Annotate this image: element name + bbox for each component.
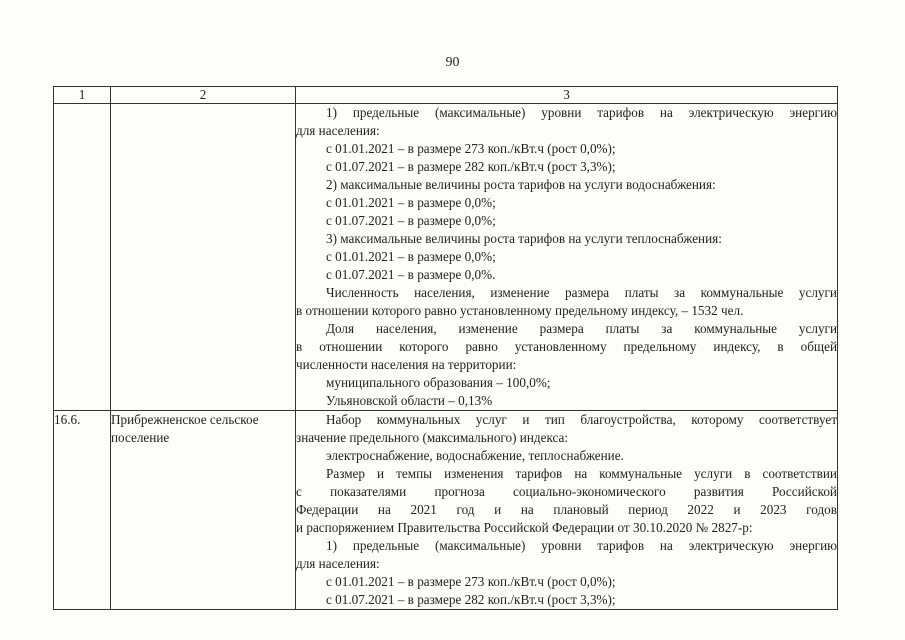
page-number: 90 (445, 55, 460, 70)
text-line: Набор коммунальных услуг и тип благоустройства, которому соответствует (326, 412, 837, 427)
tariff-description (296, 104, 838, 411)
text-line: 3) максимальные величины роста тарифов на услуги теплоснабжения: (326, 231, 722, 246)
text-line: 1) предельные (максимальные) уровни тарифов на электрическую энергию (326, 538, 837, 553)
text-line: значение предельного (максимального) индекса: (296, 430, 569, 445)
text-line: с 01.07.2021 – в размере 282 коп./кВт.ч (рост 3,3%); (326, 159, 616, 174)
table-row (54, 104, 838, 411)
text-line: Ульяновской области – 0,13% (326, 393, 493, 408)
settlement-name (111, 104, 296, 411)
text-line: Доля населения, изменение размера платы за коммунальные услуги (326, 321, 837, 336)
tariff-table (53, 86, 838, 610)
column-header-1: 1 (54, 87, 111, 104)
settlement-name: Прибрежненское сельское поселение (111, 411, 296, 610)
text-line: с 01.07.2021 – в размере 0,0%. (326, 267, 496, 282)
text-line: 1) предельные (максимальные) уровни тарифов на электрическую энергию (326, 105, 837, 120)
table-header-row (54, 87, 838, 104)
text-line: в отношении которого равно установленному предельному индексу, в общей (296, 339, 837, 354)
text-line: с показателями прогноза социально-экономического развития Российской (296, 484, 837, 499)
table-row (54, 411, 838, 610)
text-line: Размер и темпы изменения тарифов на коммунальные услуги в соответствии (326, 466, 837, 481)
text-line: электроснабжение, водоснабжение, теплоснабжение. (326, 448, 624, 463)
text-line: с 01.01.2021 – в размере 273 коп./кВт.ч (рост 0,0%); (326, 574, 616, 589)
text-line: и распоряжением Правительства Российской Федерации от 30.10.2020 № 2827-р: (296, 520, 753, 535)
text-line: с 01.01.2021 – в размере 0,0%; (326, 249, 496, 264)
text-line: муниципального образования – 100,0%; (326, 375, 551, 390)
row-number (54, 104, 111, 411)
text-line: Федерации на 2021 год и на плановый период 2022 и 2023 годов (296, 502, 837, 517)
text-line: Численность населения, изменение размера платы за коммунальные услуги (326, 285, 837, 300)
text-line: в отношении которого равно установленному предельному индексу, – 1532 чел. (296, 303, 744, 318)
text-line: 2) максимальные величины роста тарифов на услуги водоснабжения: (326, 177, 716, 192)
text-line: для населения: (296, 556, 380, 571)
text-line: численности населения на территории: (296, 357, 517, 372)
row-number: 16.6. (54, 411, 111, 610)
text-line: с 01.07.2021 – в размере 282 коп./кВт.ч (рост 3,3%); (326, 592, 616, 607)
text-line: для населения: (296, 123, 380, 138)
column-header-2: 2 (111, 87, 296, 104)
text-line: с 01.01.2021 – в размере 273 коп./кВт.ч (рост 0,0%); (326, 141, 616, 156)
text-line: с 01.01.2021 – в размере 0,0%; (326, 195, 496, 210)
column-header-3: 3 (296, 87, 838, 104)
tariff-description (296, 411, 838, 610)
text-line: с 01.07.2021 – в размере 0,0%; (326, 213, 496, 228)
